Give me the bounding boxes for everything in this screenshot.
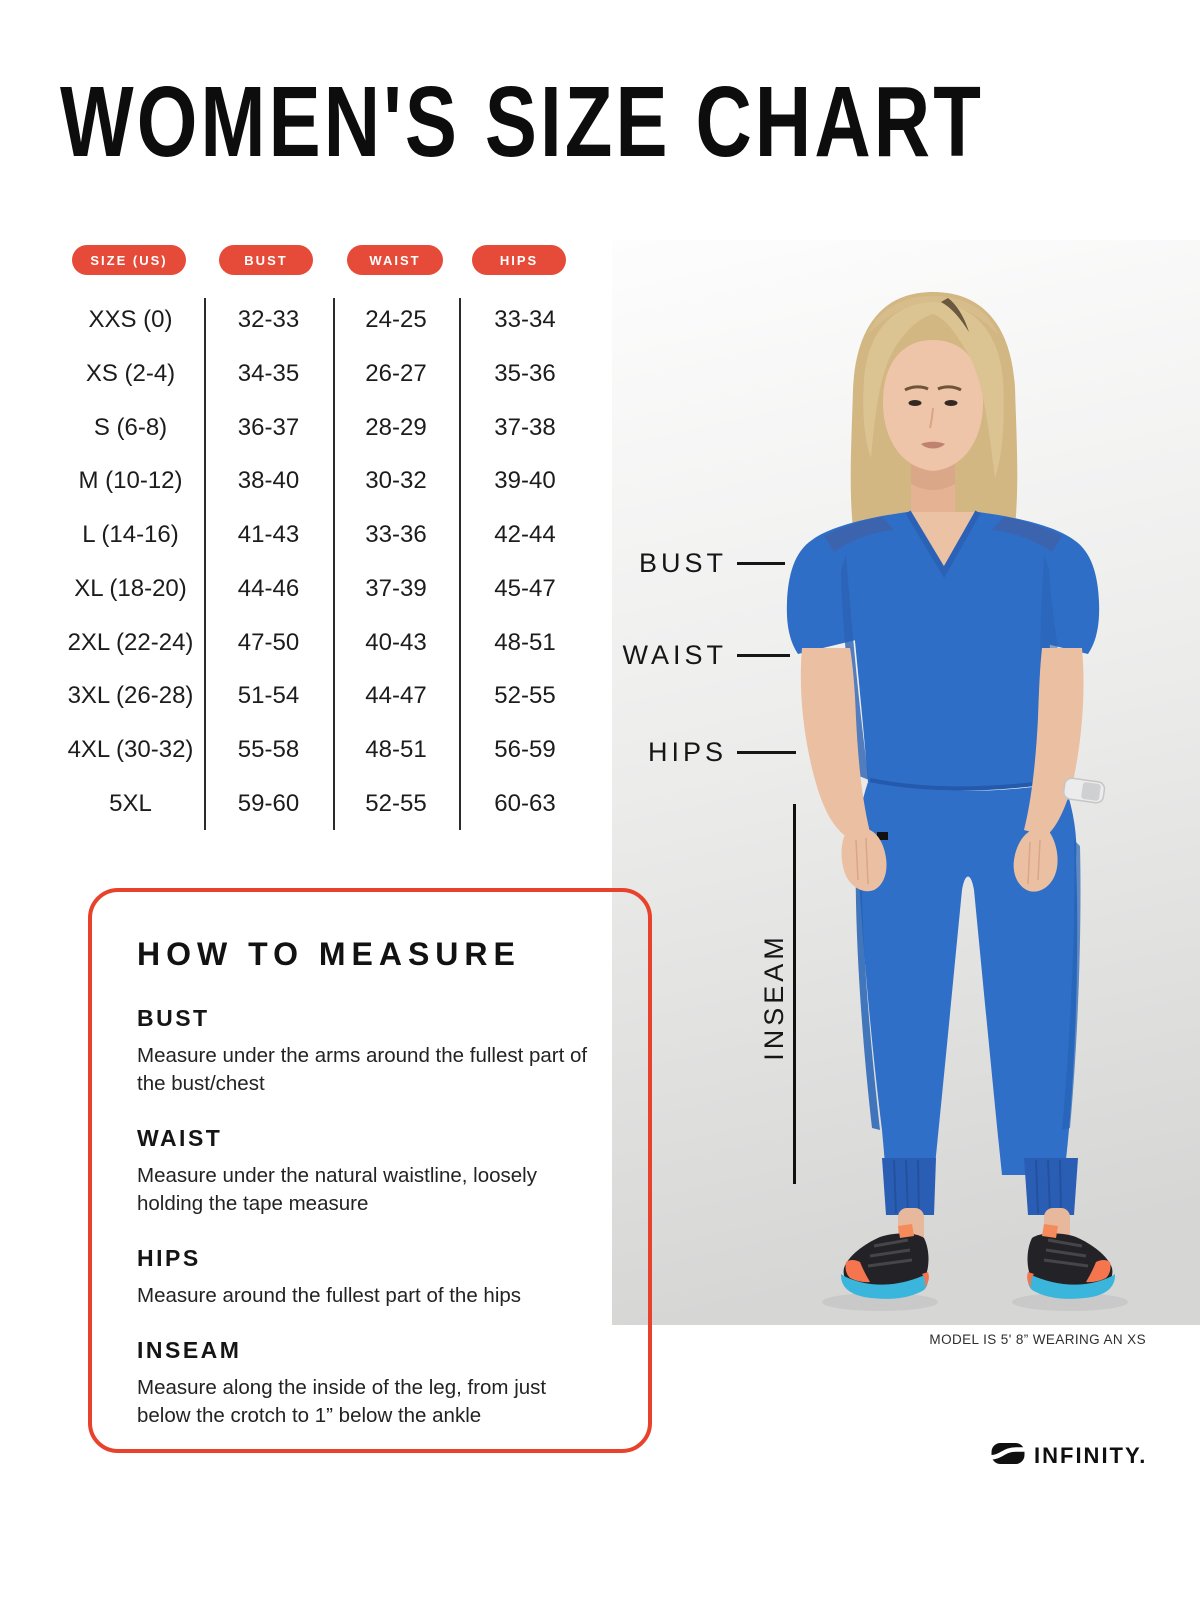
infinity-logo-icon	[991, 1442, 1025, 1470]
waist-cell: 37-39	[365, 575, 427, 602]
hips-cell: 56-59	[494, 736, 556, 763]
bust-cell: 44-46	[237, 575, 300, 602]
figure-label-bust: BUST	[638, 548, 727, 578]
waist-callout-line	[737, 654, 790, 657]
size-cell: M (10-12)	[78, 467, 183, 494]
brand-logo	[991, 1442, 1147, 1470]
hips-callout-line	[737, 751, 796, 754]
inseam-callout-line	[793, 804, 796, 1184]
brand-wordmark: INFINITY.	[1034, 1443, 1148, 1468]
table-row	[57, 789, 591, 819]
measure-heading-waist: WAIST	[137, 1125, 223, 1151]
page-title: WOMEN'S SIZE CHART	[60, 66, 985, 178]
hips-cell: 39-40	[494, 467, 556, 494]
table-row	[57, 413, 591, 443]
bust-cell: 55-58	[237, 736, 300, 763]
figure-label-waist: WAIST	[622, 640, 727, 670]
size-cell: S (6-8)	[93, 414, 168, 441]
waist-cell: 30-32	[365, 467, 427, 494]
hips-cell: 42-44	[494, 521, 556, 548]
table-row	[57, 681, 591, 711]
hips-cell: 33-34	[494, 306, 556, 333]
column-header-bust: BUST	[219, 245, 313, 275]
measure-text-hips: Measure around the fullest part of the hips	[137, 1284, 522, 1307]
hips-cell: 60-63	[494, 790, 556, 817]
size-cell: L (14-16)	[82, 521, 179, 548]
hips-cell: 52-55	[494, 682, 556, 709]
measure-text-bust: Measure under the arms around the fullest part of the bust/chest	[137, 1044, 588, 1095]
bust-cell: 47-50	[237, 629, 300, 656]
model-face	[883, 340, 983, 471]
measure-heading-hips: HIPS	[137, 1245, 201, 1271]
size-cell: 5XL	[109, 790, 152, 817]
size-cell: 2XL (22-24)	[67, 629, 194, 656]
hips-cell: 48-51	[494, 629, 556, 656]
how-to-measure-title: HOW TO MEASURE	[137, 936, 521, 972]
size-cell: XS (2-4)	[85, 360, 176, 387]
waist-cell: 48-51	[365, 736, 427, 763]
table-row	[57, 359, 591, 389]
hips-cell: 35-36	[494, 360, 556, 387]
waist-cell: 28-29	[365, 414, 427, 441]
hips-cell: 37-38	[494, 414, 556, 441]
bust-cell: 51-54	[237, 682, 300, 709]
bust-cell: 36-37	[237, 414, 300, 441]
measure-heading-bust: BUST	[137, 1005, 210, 1031]
size-cell: 4XL (30-32)	[67, 736, 194, 763]
hips-cell: 45-47	[494, 575, 556, 602]
figure-label-hips: HIPS	[647, 737, 727, 767]
waist-cell: 40-43	[365, 629, 427, 656]
table-row	[57, 305, 591, 335]
waist-cell: 26-27	[365, 360, 427, 387]
model-illustration	[612, 240, 1200, 1325]
bust-cell: 41-43	[237, 521, 300, 548]
smartwatch	[1063, 777, 1106, 803]
bust-cell: 59-60	[237, 790, 300, 817]
waist-cell: 44-47	[365, 682, 427, 709]
model-caption: MODEL IS 5' 8” WEARING AN XS	[929, 1332, 1146, 1347]
measure-heading-inseam: INSEAM	[137, 1337, 242, 1363]
column-header-size: SIZE (US)	[72, 245, 186, 275]
waist-cell: 52-55	[365, 790, 427, 817]
bust-cell: 34-35	[237, 360, 300, 387]
bust-cell: 32-33	[237, 306, 300, 333]
waist-cell: 33-36	[365, 521, 427, 548]
table-row	[57, 520, 591, 550]
figure-label-inseam: INSEAM	[759, 933, 789, 1061]
table-row	[57, 574, 591, 604]
bust-cell: 38-40	[237, 467, 300, 494]
column-header-hips: HIPS	[472, 245, 566, 275]
table-row	[57, 735, 591, 765]
bust-callout-line	[737, 562, 785, 565]
column-header-waist: WAIST	[347, 245, 443, 275]
model-photo	[612, 240, 1200, 1325]
measure-text-waist: Measure under the natural waistline, loosely holding the tape measure	[137, 1164, 537, 1215]
size-cell: XL (18-20)	[74, 575, 187, 602]
size-cell: 3XL (26-28)	[67, 682, 194, 709]
waist-cell: 24-25	[365, 306, 427, 333]
measure-text-inseam: Measure along the inside of the leg, from just below the crotch to 1” below the ankle	[137, 1376, 547, 1427]
table-row	[57, 628, 591, 658]
size-cell: XXS (0)	[88, 306, 173, 333]
how-to-measure-box	[88, 888, 652, 1453]
table-row	[57, 466, 591, 496]
